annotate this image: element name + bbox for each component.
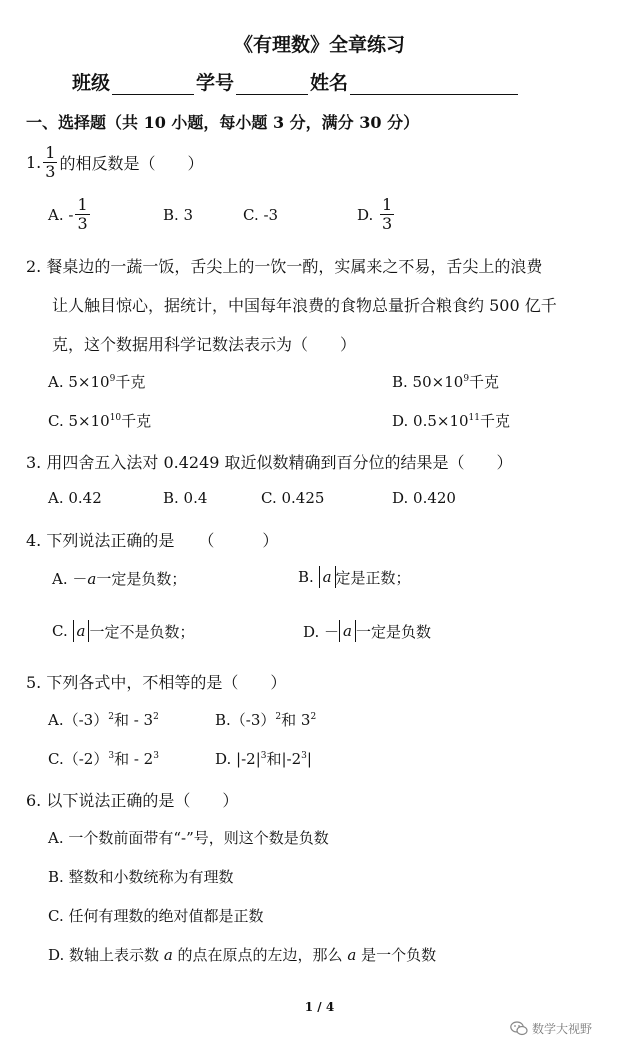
option-text: 定是正数； [335,568,411,587]
section-heading: 一、选择题（共 10 小题，每小题 3 分，满分 30 分） [26,113,420,132]
question-6-option-d [48,944,436,965]
minus-sign: - [68,205,74,224]
option-text: | [306,750,312,768]
fraction-denominator: 3 [382,214,393,233]
option-label: C. [52,622,68,640]
exponent: 10 [109,413,122,423]
option-text: D. |-2| [215,750,261,768]
exponent: 9 [463,374,470,384]
option-text: C. 5×10 [48,412,110,430]
exponent: 2 [275,712,282,722]
question-2-option-d [392,410,510,431]
fraction-numerator: 1 [77,195,88,214]
question-1-text: 的相反数是（ ） [59,154,204,173]
fraction-numerator: 1 [382,195,393,214]
option-label: B. [298,568,314,586]
question-2-line-2: 让人触目惊心，据统计，中国每年浪费的食物总量折合粮食约 500 亿千 [52,296,557,315]
option-text: A.（-3） [48,711,109,729]
exponent: 2 [108,712,114,722]
option-text: 一定是负数； [96,570,187,588]
question-4-option-b [298,566,411,588]
question-1-option-c: C. -3 [243,206,279,224]
fraction-denominator: 3 [45,162,56,181]
question-4-option-a [52,568,186,589]
question-5-option-d [215,748,312,769]
exponent: 3 [108,751,115,761]
class-label: 班级 [72,72,111,94]
exponent: 2 [153,712,159,722]
option-text: 的点在原点的左边，那么 [177,946,343,964]
number-blank [236,74,308,95]
variable-a: a [163,946,173,964]
question-5-option-b [215,709,316,730]
option-text: 和 - 2 [114,750,154,768]
option-text: B. 50×10 [392,373,464,391]
option-label: D. [357,205,374,224]
question-1-number: 1. [26,153,42,172]
name-label: 姓名 [310,72,349,94]
option-d-fraction [380,196,394,233]
option-a-fraction [75,196,89,233]
absolute-value-a: a [319,566,336,588]
absolute-value-a: a [73,620,90,642]
variable-a: a [347,946,357,964]
question-3-option-c: C. 0.425 [261,489,325,507]
fraction-numerator: 1 [45,143,56,162]
question-6-option-a: A. 一个数前面带有“-”号，则这个数是负数 [48,829,329,847]
question-6-stem: 6. 以下说法正确的是（ ） [26,791,239,810]
question-2-option-a [48,371,145,392]
question-2-line-1: 2. 餐桌边的一蔬一饭，舌尖上的一饮一酌，实属来之不易，舌尖上的浪费 [26,257,543,276]
option-text: 和|-2 [266,750,302,768]
question-3-option-d: D. 0.420 [392,489,456,507]
unit: 千克 [469,373,500,391]
question-2-line-3: 克，这个数据用科学记数法表示为（ ） [52,335,357,354]
option-text: A. 5×10 [48,373,110,391]
question-2-option-b [392,371,499,392]
option-text: D. － [303,622,340,641]
exponent: 3 [260,751,267,761]
exponent: 3 [153,751,159,761]
number-label: 学号 [196,72,235,94]
absolute-value-a: a [339,620,356,642]
option-text: D. 0.5×10 [392,412,469,430]
exponent: 3 [301,751,307,761]
option-text: D. 数轴上表示数 [48,946,160,964]
question-4-stem: 4. 下列说法正确的是 （ ） [26,531,279,550]
question-3-option-b: B. 0.4 [163,489,208,507]
exponent: 11 [468,413,480,423]
question-6-option-c: C. 任何有理数的绝对值都是正数 [48,907,264,925]
question-2-option-c [48,410,151,431]
option-text: C.（-2） [48,750,109,768]
unit: 千克 [121,412,152,430]
question-5-stem: 5. 下列各式中，不相等的是（ ） [26,673,287,692]
class-blank [112,74,194,95]
option-text: 一定不是负数； [89,622,195,641]
question-1-fraction [43,144,57,181]
unit: 千克 [115,373,146,391]
exponent: 2 [310,712,317,722]
question-4-option-c [52,620,194,642]
student-info-line [72,68,520,95]
option-text: 是一个负数 [361,946,437,964]
exponent: 9 [109,374,116,384]
question-1-option-a [48,196,92,233]
option-text: 和 - 3 [113,711,154,729]
question-5-option-c [48,748,159,769]
fraction-denominator: 3 [77,214,88,233]
question-4-option-d [303,620,431,642]
question-5-option-a [48,709,159,730]
question-3-stem: 3. 用四舍五入法对 0.4249 取近似数精确到百分位的结果是（ ） [26,453,513,472]
brand-watermark [510,1020,592,1037]
name-blank [350,74,518,95]
page-number: 1 / 4 [304,1000,335,1014]
option-label: A. [48,205,64,224]
question-1-stem [26,144,203,181]
page-title: 《有理数》全章练习 [233,34,405,56]
question-1-option-d [357,196,396,233]
question-6-option-b: B. 整数和小数统称为有理数 [48,868,234,886]
question-1-option-b: B. 3 [163,206,194,224]
option-text: B.（-3） [215,711,276,729]
option-text: 一定是负数 [355,622,431,641]
unit: 千克 [480,412,511,430]
variable-a: a [87,569,97,588]
question-3-option-a: A. 0.42 [48,489,102,507]
brand-name: 数学大视野 [532,1022,593,1036]
wechat-icon [510,1021,528,1036]
option-text: A. － [52,570,88,588]
option-text: 和 3 [281,711,311,729]
